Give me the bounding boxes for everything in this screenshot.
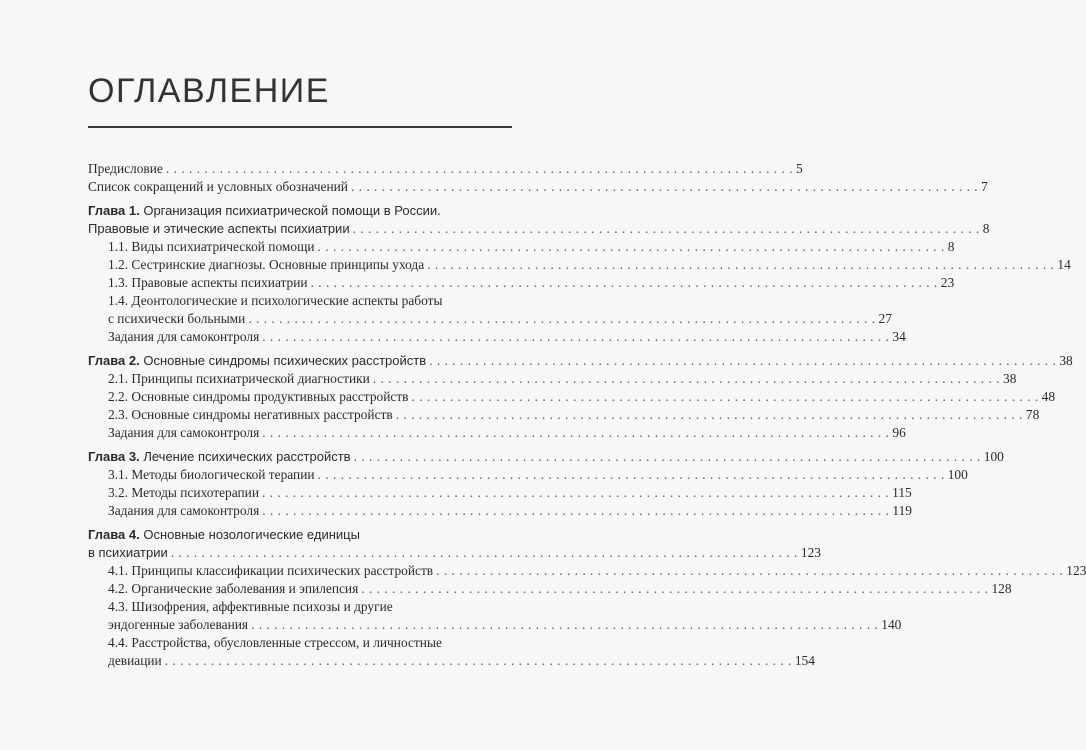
toc-page-number: 14	[1057, 257, 1071, 272]
toc-entry[interactable]	[88, 484, 912, 502]
toc-entry[interactable]	[88, 424, 906, 442]
leader-dots	[171, 544, 798, 562]
toc-entry-title: 4.2. Органические заболевания и эпилепсия	[108, 581, 359, 596]
toc-entry[interactable]	[88, 328, 906, 346]
leader-dots	[427, 256, 1054, 274]
toc-entry[interactable]	[88, 178, 988, 196]
toc-entry-title: 2.3. Основные синдромы негативных расстройств	[108, 407, 393, 422]
toc-chapter-3[interactable]	[88, 448, 1004, 466]
toc-page-number: 140	[881, 617, 902, 632]
toc-entry-title-cont: девиации	[108, 653, 162, 668]
toc-page-number: 23	[940, 275, 955, 290]
toc-entry-title: 2.2. Основные синдромы продуктивных расстройств	[108, 389, 409, 404]
leader-dots	[351, 178, 978, 196]
leader-dots	[262, 328, 889, 346]
leader-dots	[436, 562, 1063, 580]
toc-entry-title: Основные нозологические единицы	[143, 527, 360, 542]
toc-entry[interactable]	[88, 388, 1056, 406]
toc-entry-title: Лечение психических расстройств	[143, 449, 351, 464]
toc-entry-title: Организация психиатрической помощи в России.	[143, 203, 441, 218]
toc-page-number: 100	[983, 449, 1004, 464]
toc-entry[interactable]	[88, 256, 1071, 274]
leader-dots	[262, 484, 889, 502]
toc-entry[interactable]	[88, 580, 1012, 598]
toc-entry-title-cont: в психиатрии	[88, 545, 168, 560]
toc-page-number: 27	[878, 311, 892, 326]
leader-dots	[165, 652, 792, 670]
toc-entry-title-cont: Правовые и этические аспекты психиатрии	[88, 221, 350, 236]
toc-entry-title: 2.1. Принципы психиатрической диагностики	[108, 371, 370, 386]
toc-entry[interactable]	[88, 502, 912, 520]
toc-entry[interactable]	[88, 292, 892, 328]
toc-page-number: 123	[1066, 563, 1086, 578]
toc-entry-title: Основные синдромы психических расстройств	[143, 353, 427, 368]
leader-dots	[373, 370, 1000, 388]
chapter-number: Глава 1.	[88, 203, 140, 218]
table-of-contents	[88, 160, 1086, 670]
toc-chapter-2[interactable]	[88, 352, 1073, 370]
chapter-number: Глава 3.	[88, 449, 140, 464]
toc-entry[interactable]	[88, 406, 1040, 424]
toc-page-number: 96	[892, 425, 906, 440]
leader-dots	[251, 616, 878, 634]
toc-page-number: 115	[892, 485, 912, 500]
toc-page-number: 78	[1025, 407, 1040, 422]
toc-page-number: 123	[800, 545, 821, 560]
leader-dots	[412, 388, 1039, 406]
leader-dots	[396, 406, 1023, 424]
toc-page-number: 5	[796, 161, 803, 176]
toc-entry-title: 4.1. Принципы классификации психических расстройств	[108, 563, 434, 578]
toc-entry-title-cont: эндогенные заболевания	[108, 617, 249, 632]
toc-entry-title: 1.1. Виды психиатрической помощи	[108, 239, 315, 254]
toc-entry-title: 3.1. Методы биологической терапии	[108, 467, 315, 482]
toc-entry[interactable]	[88, 598, 902, 634]
toc-entry-title-cont: с психически больными	[108, 311, 246, 326]
leader-dots	[429, 352, 1056, 370]
leader-dots	[353, 220, 980, 238]
page-title: ОГЛАВЛЕНИЕ	[88, 72, 330, 110]
toc-entry-title: 1.4. Деонтологические и психологические аспекты работы	[108, 293, 443, 308]
toc-entry-title: Задания для самоконтроля	[108, 425, 260, 440]
toc-entry-title: 4.4. Расстройства, обусловленные стрессом, и личностные	[108, 635, 442, 650]
toc-entry[interactable]	[88, 466, 968, 484]
toc-entry-title: Задания для самоконтроля	[108, 329, 260, 344]
leader-dots	[166, 160, 793, 178]
toc-chapter-1[interactable]	[88, 202, 990, 238]
toc-entry[interactable]	[88, 562, 1086, 580]
leader-dots	[354, 448, 981, 466]
toc-page-number: 119	[892, 503, 912, 518]
chapter-number: Глава 4.	[88, 527, 140, 542]
toc-entry-title: 4.3. Шизофрения, аффективные психозы и другие	[108, 599, 393, 614]
toc-entry[interactable]	[88, 274, 955, 292]
toc-page-number: 8	[982, 221, 990, 236]
toc-entry-title: 3.2. Методы психотерапии	[108, 485, 259, 500]
toc-entry-title: 1.2. Сестринские диагнозы. Основные принципы ухода	[108, 257, 425, 272]
toc-page-number: 8	[947, 239, 955, 254]
leader-dots	[262, 424, 889, 442]
leader-dots	[318, 238, 945, 256]
toc-page-number: 7	[981, 179, 988, 194]
leader-dots	[311, 274, 938, 292]
toc-entry[interactable]	[88, 238, 955, 256]
leader-dots	[262, 502, 889, 520]
toc-entry-title: Список сокращений и условных обозначений	[88, 179, 348, 194]
toc-entry-title: 1.3. Правовые аспекты психиатрии	[108, 275, 308, 290]
toc-page-number: 38	[1003, 371, 1017, 386]
toc-entry[interactable]	[88, 160, 803, 178]
toc-entry-title: Задания для самоконтроля	[108, 503, 260, 518]
toc-chapter-4[interactable]	[88, 526, 821, 562]
toc-page-number: 34	[892, 329, 906, 344]
leader-dots	[318, 466, 945, 484]
toc-page-number: 154	[794, 653, 815, 668]
toc-page-number: 48	[1041, 389, 1056, 404]
toc-entry-title: Предисловие	[88, 161, 163, 176]
leader-dots	[248, 310, 875, 328]
leader-dots	[361, 580, 988, 598]
toc-page-number: 100	[947, 467, 968, 482]
toc-page-number: 38	[1059, 353, 1073, 368]
toc-entry[interactable]	[88, 370, 1017, 388]
chapter-number: Глава 2.	[88, 353, 140, 368]
title-divider	[88, 126, 512, 128]
toc-page-number: 128	[991, 581, 1012, 596]
toc-entry[interactable]	[88, 634, 815, 670]
